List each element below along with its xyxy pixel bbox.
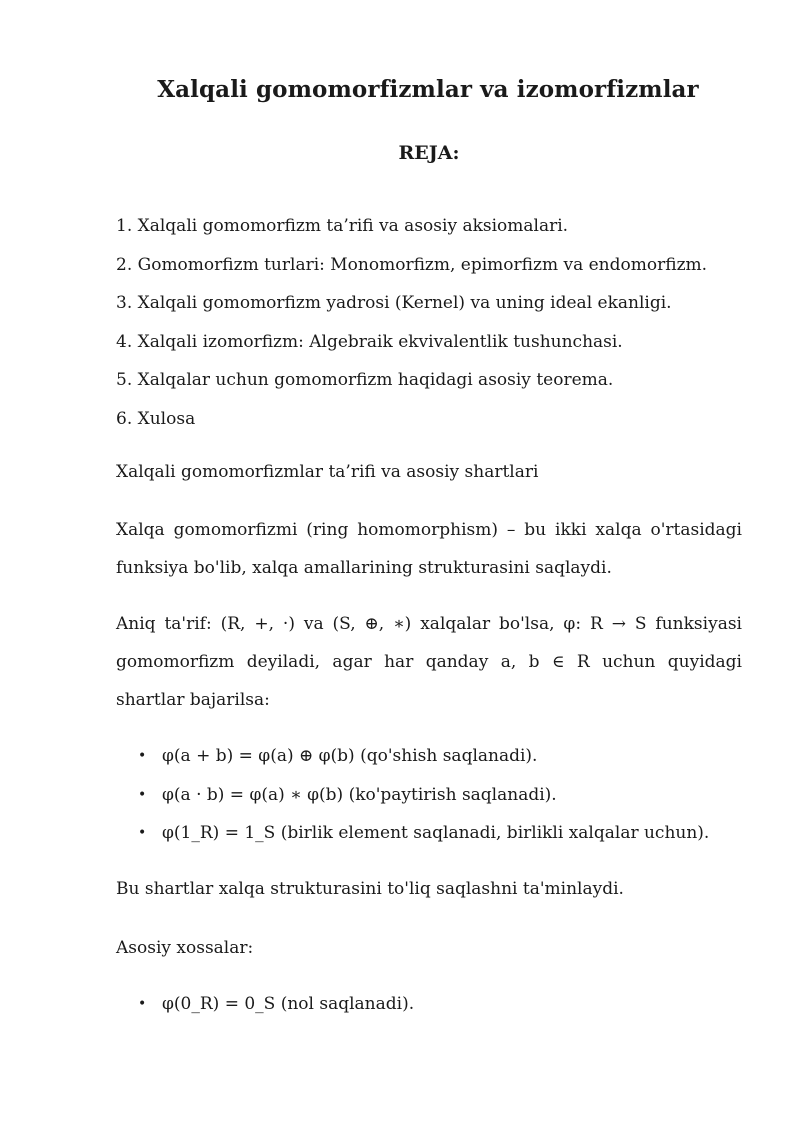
- summary-paragraph: Bu shartlar xalqa strukturasini to'liq saqlashni ta'minlaydi.: [116, 879, 624, 899]
- list-item: [116, 776, 756, 815]
- conditions-list: [116, 737, 756, 853]
- bullet-icon: •: [138, 996, 147, 1012]
- condition-text: φ(a · b) = φ(a) ∗ φ(b) (ko'paytirish saqlanadi).: [162, 784, 557, 805]
- property-text: φ(0_R) = 0_S (nol saqlanadi).: [162, 994, 415, 1014]
- bullet-icon: •: [138, 825, 147, 841]
- section-heading: Xalqali gomomorfizmlar ta’rifi va asosiy shartlari: [116, 462, 539, 482]
- list-item: [116, 814, 756, 853]
- plan-item: 5. Xalqalar uchun gomomorfizm haqidagi asosiy teorema.: [116, 370, 614, 390]
- plan-item: 3. Xalqali gomomorfizm yadrosi (Kernel) va uning ideal ekanligi.: [116, 293, 672, 313]
- plan-item: 6. Xulosa: [116, 408, 196, 429]
- plan-item: 2. Gomomorfizm turlari: Monomorfizm, epimorfizm va endomorfizm.: [116, 254, 708, 275]
- bullet-icon: •: [138, 748, 147, 764]
- definition-paragraph: Aniq ta'rif: (R, +, ·) va (S, ⊕, ∗) xalqalar bo'lsa, φ: R → S funksiyasi gomomorfizm deyiladi, agar har qanday a, b ∈ R uchun quyidagi shartlar bajarilsa:: [116, 614, 742, 710]
- bullet-icon: •: [138, 786, 147, 803]
- list-item: [116, 985, 756, 1024]
- condition-text: φ(a + b) = φ(a) ⊕ φ(b) (qo'shish saqlanadi).: [162, 746, 538, 766]
- plan-item: 4. Xalqali izomorfizm: Algebraik ekvivalentlik tushunchasi.: [116, 331, 623, 352]
- document-title: Xalqali gomomorfizmlar va izomorfizmlar: [157, 76, 699, 103]
- intro-paragraph: Xalqa gomomorfizmi (ring homomorphism) – bu ikki xalqa o'rtasidagi funksiya bo'lib, xalqa amallarining strukturasini saqlaydi.: [116, 520, 742, 578]
- list-item: [116, 737, 756, 776]
- plan-heading: REJA:: [398, 142, 460, 164]
- plan-item: 1. Xalqali gomomorfizm ta’rifi va asosiy aksiomalari.: [116, 216, 569, 236]
- plan-list: [116, 207, 756, 438]
- properties-heading: Asosiy xossalar:: [116, 938, 254, 958]
- condition-text: φ(1_R) = 1_S (birlik element saqlanadi, birlikli xalqalar uchun).: [162, 823, 710, 843]
- properties-list: [116, 985, 756, 1024]
